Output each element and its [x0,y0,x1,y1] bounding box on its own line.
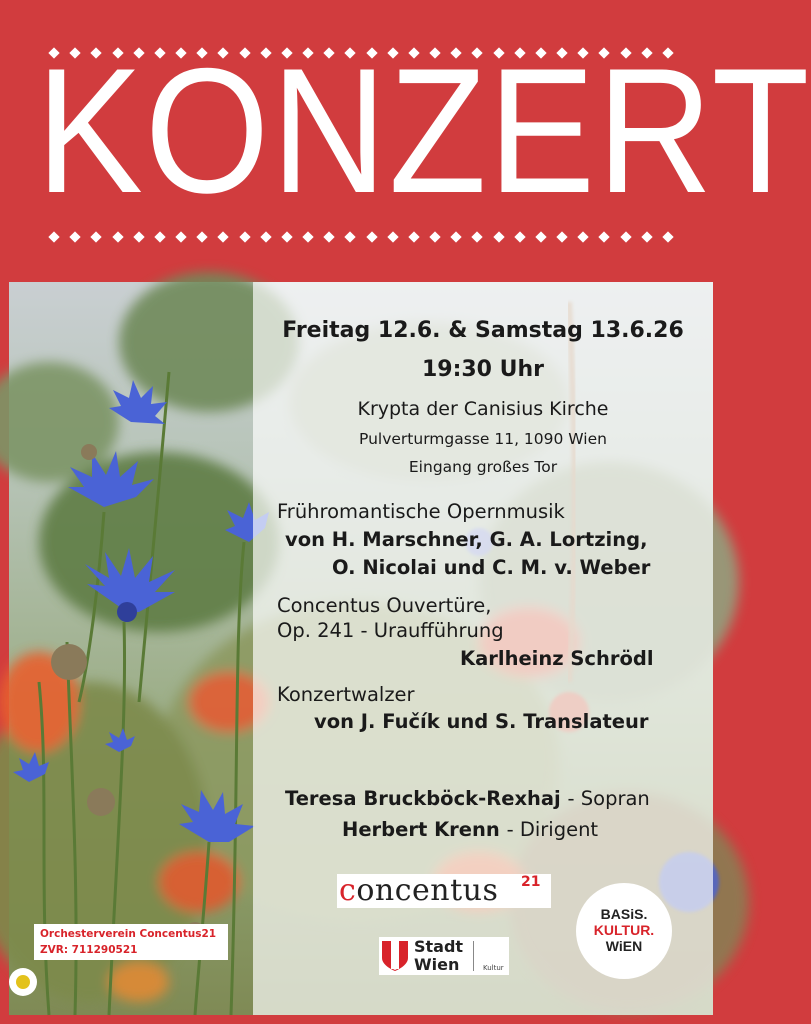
diamond-ornament [620,231,631,242]
stadt-wien-logo [379,937,509,975]
organizer-label [34,924,228,960]
vienna-shield-icon [381,940,409,972]
event-date: Freitag 12.6. & Samstag 13.6.26 [282,318,684,343]
concentus-wordmark: concentus [339,873,499,908]
diamond-ornament [197,231,208,242]
diamond-ornament [366,231,377,242]
diamond-ornament [387,231,398,242]
diamond-ornament [48,231,59,242]
program-item3-title: Konzertwalzer [277,683,415,706]
program-item1-composers-1: von H. Marschner, G. A. Lortzing, [285,528,648,551]
page-title: KONZERT [36,31,811,230]
event-address: Pulverturmgasse 11, 1090 Wien [359,430,607,448]
diamond-ornament [493,231,504,242]
organizer-zvr: ZVR: 711290521 [40,944,138,956]
diamond-ornament [535,231,546,242]
diamond-ornament [345,231,356,242]
program-item1-title: Frühromantische Opernmusik [277,500,565,523]
performer-soprano [285,787,650,810]
diamond-ornament [133,231,144,242]
header [0,0,811,282]
divider [473,941,474,971]
program-item2-composer: Karlheinz Schrödl [460,647,654,670]
diamond-ornament [641,231,652,242]
stadt-wien-kultur: Kultur [483,964,504,972]
performer-name: Herbert Krenn [342,818,500,841]
performer-conductor [342,818,598,841]
diamond-ornament [472,231,483,242]
diamond-border-bottom [50,230,672,244]
diamond-ornament [112,231,123,242]
diamond-ornament [239,231,250,242]
diamond-ornament [70,231,81,242]
organizer-name: Orchesterverein Concentus21 [40,928,217,940]
event-time: 19:30 Uhr [421,357,545,382]
diamond-ornament [302,231,313,242]
program-item2-title-2: Op. 241 - Uraufführung [277,619,504,642]
concentus21-logo [337,874,551,908]
performer-role: - Dirigent [506,818,599,841]
basis-kultur-wien-logo: BASiS. KULTUR. WiEN [576,883,672,979]
program-item1-composers-2: O. Nicolai und C. M. v. Weber [332,556,651,579]
diamond-ornament [408,231,419,242]
diamond-ornament [451,231,462,242]
diamond-ornament [324,231,335,242]
diamond-ornament [556,231,567,242]
stadt-wien-text: Stadt Wien [414,937,464,974]
diamond-ornament [260,231,271,242]
diamond-ornament [218,231,229,242]
diamond-ornament [429,231,440,242]
diamond-ornament [154,231,165,242]
concentus-number: 21 [521,874,541,890]
diamond-ornament [599,231,610,242]
event-entrance: Eingang großes Tor [408,458,558,476]
diamond-ornament [662,231,673,242]
diamond-ornament [91,231,102,242]
event-venue: Krypta der Canisius Kirche [357,398,609,420]
diamond-ornament [578,231,589,242]
performer-name: Teresa Bruckböck-Rexhaj [285,787,561,810]
diamond-ornament [175,231,186,242]
diamond-ornament [514,231,525,242]
performer-role: - Sopran [567,787,650,810]
program-item3-composers: von J. Fučík und S. Translateur [314,710,649,733]
diamond-ornament [281,231,292,242]
program-item2-title-1: Concentus Ouvertüre, [277,594,492,617]
